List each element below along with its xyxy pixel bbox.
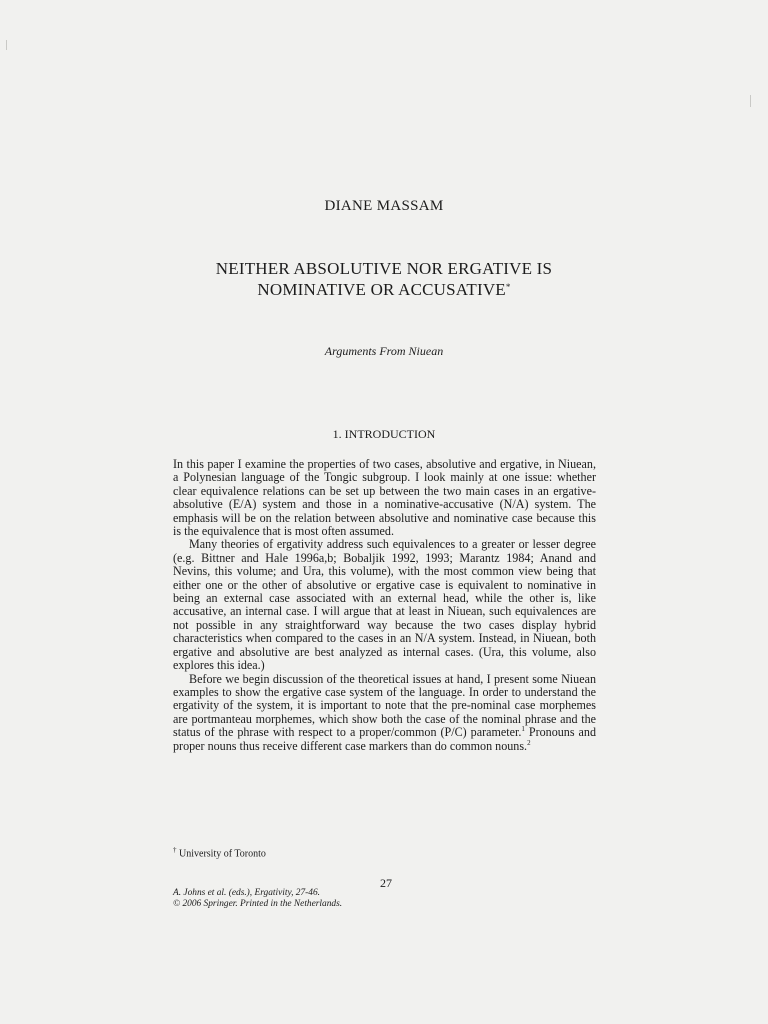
footnote-dagger: †	[173, 846, 177, 854]
source-citation	[173, 888, 342, 910]
page-number: 27	[380, 876, 392, 890]
copyright-line: © 2006 Springer. Printed in the Netherlands.	[173, 899, 343, 909]
paragraph-3	[173, 673, 596, 753]
body-text	[173, 458, 596, 753]
title-footnote-marker: *	[505, 282, 511, 292]
author-name: DIANE MASSAM	[324, 198, 444, 214]
citation-line: A. Johns et al. (eds.), Ergativity, 27-46.	[173, 888, 321, 898]
footnote-ref-1: 1	[521, 725, 525, 734]
paragraph-1: In this paper I examine the properties of two cases, absolutive and ergative, in Niuean, a Polynesian language of the Tongic subgroup. I look mainly at one issue: whether clear equivalence relations can be set up between the two main cases in an ergative-absolutive (E/A) system and those in a nominative-accusative (N/A) system. The emphasis will be on the relation between absolutive and nominative case because this is the equivalence that is most often assumed.	[173, 457, 596, 539]
affiliation-text: University of Toronto	[176, 848, 266, 860]
paragraph-3-part-1: Before we begin discussion of the theoretical issues at hand, I present some Niuean examples to show the ergative case system of the language. In order to understand the ergativity of the system, it is important to note that the pre-nominal case morphemes are portmanteau morphemes, which show both the case of the nominal phrase and the status of the phrase with respect to a proper/common (P/C) parameter.	[173, 671, 596, 740]
scan-mark	[750, 95, 751, 107]
scan-mark	[6, 40, 7, 50]
paper-title	[0, 258, 768, 300]
title-line-1: NEITHER ABSOLUTIVE NOR ERGATIVE IS	[215, 259, 553, 278]
section-heading: 1. INTRODUCTION	[332, 427, 436, 441]
title-line-2-text: NOMINATIVE OR ACCUSATIVE	[257, 280, 506, 299]
paper-subtitle: Arguments From Niuean	[324, 344, 444, 358]
paragraph-3-part-2: Pronouns and proper nouns thus receive different case markers than do common nouns.	[173, 725, 596, 753]
footnote-ref-2: 2	[527, 738, 531, 747]
affiliation-footnote	[173, 846, 266, 859]
paragraph-2: Many theories of ergativity address such equivalences to a greater or lesser degree (e.g. Bittner and Hale 1996a,b; Bobaljik 1992, 1993; Marantz 1984; Anand and Nevins, this volume; and Ura, this volume), with the most common view being that either one or the other of absolutive or ergative case is equivalent to nominative in being an external case associated with an external head, while the other is, like accusative, an internal case. I will argue that at least in Niuean, such equivalences are not possible in any straightforward way because the two cases display hybrid characteristics when compared to the cases in an N/A system. Instead, in Niuean, both ergative and absolutive are best analyzed as internal cases. (Ura, this volume, also explores this idea.)	[173, 537, 596, 673]
title-line-2	[0, 279, 768, 300]
